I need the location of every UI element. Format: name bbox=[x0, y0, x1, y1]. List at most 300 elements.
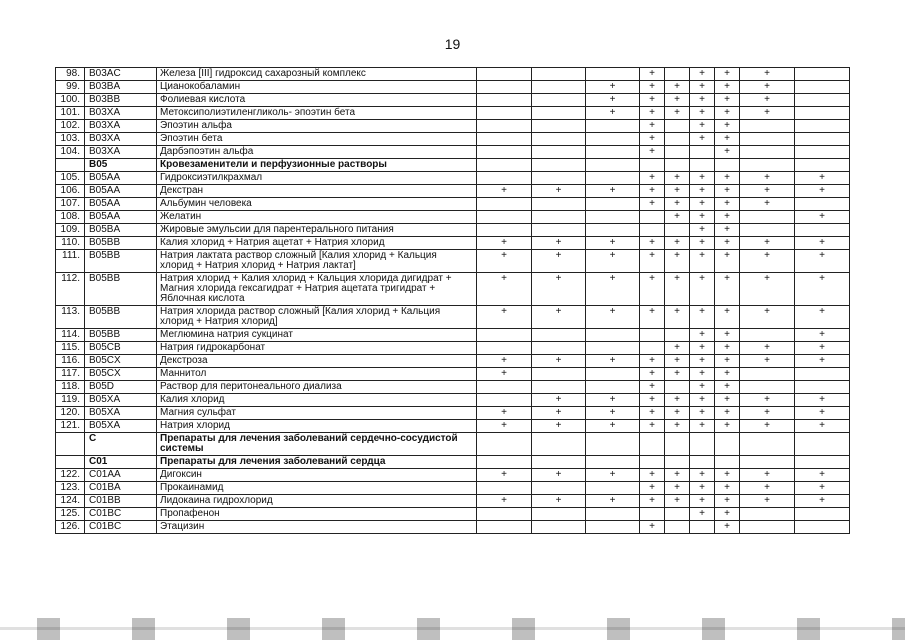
availability-mark: + bbox=[690, 355, 715, 368]
availability-mark bbox=[795, 146, 850, 159]
availability-mark bbox=[477, 433, 532, 456]
availability-mark bbox=[532, 342, 586, 355]
availability-mark bbox=[740, 211, 795, 224]
availability-mark bbox=[740, 521, 795, 534]
availability-mark: + bbox=[477, 469, 532, 482]
availability-mark bbox=[640, 211, 665, 224]
table-row bbox=[56, 68, 850, 81]
drug-name: Декстроза bbox=[157, 355, 477, 368]
availability-mark: + bbox=[665, 172, 690, 185]
scan-artifact-top bbox=[0, 0, 905, 8]
availability-mark bbox=[532, 198, 586, 211]
availability-mark bbox=[740, 133, 795, 146]
row-number: 122. bbox=[56, 469, 85, 482]
availability-mark bbox=[740, 381, 795, 394]
atc-code: B05AA bbox=[85, 198, 157, 211]
drug-name: Железа [III] гидроксид сахарозный комплекс bbox=[157, 68, 477, 81]
availability-mark: + bbox=[640, 469, 665, 482]
availability-mark: + bbox=[477, 273, 532, 306]
table-row bbox=[56, 355, 850, 368]
row-number: 117. bbox=[56, 368, 85, 381]
availability-mark bbox=[665, 146, 690, 159]
availability-mark: + bbox=[795, 306, 850, 329]
availability-mark: + bbox=[690, 107, 715, 120]
availability-mark: + bbox=[690, 237, 715, 250]
availability-mark: + bbox=[715, 420, 740, 433]
availability-mark: + bbox=[715, 198, 740, 211]
availability-mark: + bbox=[715, 81, 740, 94]
atc-code: B05BB bbox=[85, 329, 157, 342]
availability-mark: + bbox=[532, 469, 586, 482]
availability-mark bbox=[477, 482, 532, 495]
availability-mark: + bbox=[640, 368, 665, 381]
availability-mark: + bbox=[586, 306, 640, 329]
availability-mark: + bbox=[715, 482, 740, 495]
section-header-row bbox=[56, 456, 850, 469]
availability-mark bbox=[665, 133, 690, 146]
drug-name: Метоксиполиэтиленгликоль- эпоэтин бета bbox=[157, 107, 477, 120]
atc-code: B05AA bbox=[85, 172, 157, 185]
row-number: 118. bbox=[56, 381, 85, 394]
availability-mark: + bbox=[715, 133, 740, 146]
availability-mark: + bbox=[690, 211, 715, 224]
table-row bbox=[56, 224, 850, 237]
drug-name: Натрия хлорид bbox=[157, 420, 477, 433]
availability-mark: + bbox=[477, 237, 532, 250]
section-title: Кровезаменители и перфузионные растворы bbox=[157, 159, 477, 172]
availability-mark: + bbox=[690, 420, 715, 433]
row-number bbox=[56, 456, 85, 469]
drug-name: Калия хлорид bbox=[157, 394, 477, 407]
atc-code: B05CB bbox=[85, 342, 157, 355]
availability-mark bbox=[795, 120, 850, 133]
row-number: 119. bbox=[56, 394, 85, 407]
availability-mark: + bbox=[795, 250, 850, 273]
availability-mark: + bbox=[586, 355, 640, 368]
drug-name: Маннитол bbox=[157, 368, 477, 381]
availability-mark bbox=[586, 482, 640, 495]
availability-mark bbox=[795, 107, 850, 120]
availability-mark: + bbox=[586, 185, 640, 198]
availability-mark: + bbox=[690, 81, 715, 94]
availability-mark: + bbox=[690, 133, 715, 146]
availability-mark: + bbox=[795, 355, 850, 368]
drug-name: Натрия хлорида раствор сложный [Калия хлорид + Кальция хлорид + Натрия хлорид] bbox=[157, 306, 477, 329]
drug-name: Лидокаина гидрохлорид bbox=[157, 495, 477, 508]
availability-mark bbox=[795, 224, 850, 237]
availability-mark bbox=[586, 521, 640, 534]
availability-mark: + bbox=[740, 237, 795, 250]
row-number: 99. bbox=[56, 81, 85, 94]
drug-name: Дигоксин bbox=[157, 469, 477, 482]
availability-mark bbox=[477, 81, 532, 94]
availability-mark: + bbox=[715, 381, 740, 394]
row-number: 106. bbox=[56, 185, 85, 198]
availability-mark: + bbox=[640, 521, 665, 534]
availability-mark: + bbox=[715, 306, 740, 329]
atc-code: C01BA bbox=[85, 482, 157, 495]
availability-mark bbox=[795, 521, 850, 534]
availability-mark: + bbox=[795, 394, 850, 407]
table-row bbox=[56, 508, 850, 521]
availability-mark: + bbox=[640, 94, 665, 107]
availability-mark: + bbox=[690, 495, 715, 508]
availability-mark bbox=[795, 381, 850, 394]
table-row bbox=[56, 120, 850, 133]
availability-mark: + bbox=[715, 329, 740, 342]
atc-code: C01BC bbox=[85, 508, 157, 521]
availability-mark bbox=[586, 68, 640, 81]
availability-mark bbox=[665, 521, 690, 534]
atc-code: B03BB bbox=[85, 94, 157, 107]
availability-mark: + bbox=[690, 508, 715, 521]
availability-mark bbox=[665, 120, 690, 133]
availability-mark: + bbox=[665, 94, 690, 107]
availability-mark: + bbox=[665, 495, 690, 508]
availability-mark bbox=[586, 120, 640, 133]
availability-mark bbox=[640, 456, 665, 469]
availability-mark: + bbox=[640, 420, 665, 433]
availability-mark: + bbox=[690, 120, 715, 133]
availability-mark: + bbox=[715, 368, 740, 381]
availability-mark: + bbox=[715, 508, 740, 521]
availability-mark bbox=[586, 433, 640, 456]
availability-mark bbox=[586, 329, 640, 342]
availability-mark bbox=[477, 508, 532, 521]
availability-mark: + bbox=[715, 394, 740, 407]
availability-mark: + bbox=[715, 521, 740, 534]
row-number: 101. bbox=[56, 107, 85, 120]
availability-mark: + bbox=[740, 407, 795, 420]
availability-mark bbox=[640, 224, 665, 237]
availability-mark bbox=[532, 508, 586, 521]
availability-mark bbox=[740, 368, 795, 381]
availability-mark: + bbox=[740, 469, 795, 482]
availability-mark: + bbox=[690, 172, 715, 185]
availability-mark bbox=[532, 368, 586, 381]
availability-mark: + bbox=[740, 394, 795, 407]
availability-mark: + bbox=[665, 211, 690, 224]
availability-mark: + bbox=[477, 355, 532, 368]
availability-mark: + bbox=[715, 185, 740, 198]
scan-artifact-bottom bbox=[0, 618, 905, 640]
row-number: 108. bbox=[56, 211, 85, 224]
availability-mark bbox=[665, 68, 690, 81]
availability-mark: + bbox=[586, 107, 640, 120]
availability-mark bbox=[532, 146, 586, 159]
drug-name: Гидроксиэтилкрахмал bbox=[157, 172, 477, 185]
availability-mark: + bbox=[640, 68, 665, 81]
table-row bbox=[56, 368, 850, 381]
row-number: 121. bbox=[56, 420, 85, 433]
atc-code: B05BA bbox=[85, 224, 157, 237]
availability-mark bbox=[477, 107, 532, 120]
table-row bbox=[56, 146, 850, 159]
availability-mark: + bbox=[477, 306, 532, 329]
availability-mark bbox=[477, 456, 532, 469]
availability-mark: + bbox=[532, 250, 586, 273]
availability-mark: + bbox=[795, 273, 850, 306]
availability-mark bbox=[586, 224, 640, 237]
table-row bbox=[56, 273, 850, 306]
availability-mark: + bbox=[715, 407, 740, 420]
availability-mark: + bbox=[665, 469, 690, 482]
atc-code: B03XA bbox=[85, 133, 157, 146]
availability-mark bbox=[532, 224, 586, 237]
row-number: 126. bbox=[56, 521, 85, 534]
availability-mark bbox=[477, 224, 532, 237]
availability-mark: + bbox=[795, 495, 850, 508]
availability-mark bbox=[532, 107, 586, 120]
atc-code: B05 bbox=[85, 159, 157, 172]
availability-mark bbox=[690, 159, 715, 172]
availability-mark: + bbox=[586, 81, 640, 94]
row-number: 100. bbox=[56, 94, 85, 107]
availability-mark: + bbox=[532, 407, 586, 420]
availability-mark: + bbox=[477, 185, 532, 198]
availability-mark bbox=[532, 172, 586, 185]
availability-mark bbox=[640, 159, 665, 172]
availability-mark: + bbox=[715, 68, 740, 81]
availability-mark bbox=[690, 146, 715, 159]
availability-mark: + bbox=[795, 420, 850, 433]
availability-mark bbox=[665, 329, 690, 342]
availability-mark bbox=[477, 521, 532, 534]
availability-mark bbox=[795, 133, 850, 146]
availability-mark bbox=[740, 329, 795, 342]
availability-mark: + bbox=[740, 495, 795, 508]
drug-name: Натрия гидрокарбонат bbox=[157, 342, 477, 355]
availability-mark: + bbox=[740, 420, 795, 433]
table-row bbox=[56, 482, 850, 495]
availability-mark: + bbox=[795, 469, 850, 482]
availability-mark bbox=[586, 146, 640, 159]
availability-mark bbox=[532, 211, 586, 224]
availability-mark: + bbox=[690, 469, 715, 482]
availability-mark: + bbox=[640, 185, 665, 198]
availability-mark: + bbox=[740, 355, 795, 368]
availability-mark bbox=[740, 456, 795, 469]
availability-mark: + bbox=[640, 146, 665, 159]
row-number: 116. bbox=[56, 355, 85, 368]
atc-code: B05XA bbox=[85, 420, 157, 433]
availability-mark: + bbox=[690, 329, 715, 342]
drug-name: Эпоэтин бета bbox=[157, 133, 477, 146]
atc-code: B03XA bbox=[85, 107, 157, 120]
availability-mark bbox=[477, 68, 532, 81]
row-number: 104. bbox=[56, 146, 85, 159]
availability-mark bbox=[740, 508, 795, 521]
availability-mark bbox=[795, 159, 850, 172]
availability-mark bbox=[740, 433, 795, 456]
availability-mark: + bbox=[795, 211, 850, 224]
table-row bbox=[56, 329, 850, 342]
table-row bbox=[56, 107, 850, 120]
availability-mark: + bbox=[665, 407, 690, 420]
availability-mark: + bbox=[690, 273, 715, 306]
availability-mark bbox=[532, 456, 586, 469]
availability-mark bbox=[532, 329, 586, 342]
availability-mark bbox=[586, 508, 640, 521]
availability-mark: + bbox=[740, 306, 795, 329]
availability-mark: + bbox=[477, 420, 532, 433]
availability-mark: + bbox=[690, 482, 715, 495]
availability-mark: + bbox=[586, 407, 640, 420]
availability-mark: + bbox=[640, 306, 665, 329]
atc-code: C01BC bbox=[85, 521, 157, 534]
table-row bbox=[56, 211, 850, 224]
availability-mark: + bbox=[795, 237, 850, 250]
drug-name: Прокаинамид bbox=[157, 482, 477, 495]
table-row bbox=[56, 198, 850, 211]
availability-mark: + bbox=[586, 495, 640, 508]
availability-mark bbox=[477, 342, 532, 355]
row-number: 124. bbox=[56, 495, 85, 508]
availability-mark: + bbox=[586, 237, 640, 250]
availability-mark: + bbox=[640, 355, 665, 368]
availability-mark: + bbox=[715, 495, 740, 508]
section-title: Препараты для лечения заболеваний сердечно-сосудистой системы bbox=[157, 433, 477, 456]
availability-mark: + bbox=[740, 68, 795, 81]
atc-code: B03XA bbox=[85, 146, 157, 159]
availability-mark bbox=[640, 342, 665, 355]
availability-mark bbox=[586, 342, 640, 355]
availability-mark bbox=[532, 433, 586, 456]
availability-mark: + bbox=[665, 342, 690, 355]
availability-mark bbox=[477, 329, 532, 342]
availability-mark: + bbox=[715, 94, 740, 107]
availability-mark: + bbox=[715, 469, 740, 482]
atc-code: C bbox=[85, 433, 157, 456]
availability-mark bbox=[795, 198, 850, 211]
availability-mark bbox=[665, 159, 690, 172]
availability-mark: + bbox=[740, 198, 795, 211]
drug-name: Натрия хлорид + Калия хлорид + Кальция хлорида дигидрат + Магния хлорида гексагидрат + Натрия ацетата тригидрат + Яблочная кислота bbox=[157, 273, 477, 306]
row-number bbox=[56, 433, 85, 456]
availability-mark: + bbox=[586, 94, 640, 107]
availability-mark: + bbox=[690, 198, 715, 211]
atc-code: B05XA bbox=[85, 394, 157, 407]
drug-name: Эпоэтин альфа bbox=[157, 120, 477, 133]
drug-name: Дарбэпоэтин альфа bbox=[157, 146, 477, 159]
availability-mark: + bbox=[665, 306, 690, 329]
availability-mark bbox=[740, 159, 795, 172]
availability-mark: + bbox=[665, 273, 690, 306]
availability-mark: + bbox=[740, 273, 795, 306]
availability-mark: + bbox=[532, 185, 586, 198]
availability-mark bbox=[477, 159, 532, 172]
atc-code: B05D bbox=[85, 381, 157, 394]
atc-code: B05BB bbox=[85, 237, 157, 250]
availability-mark: + bbox=[586, 469, 640, 482]
drug-name: Альбумин человека bbox=[157, 198, 477, 211]
row-number: 110. bbox=[56, 237, 85, 250]
atc-code: B03BA bbox=[85, 81, 157, 94]
availability-mark bbox=[477, 146, 532, 159]
availability-mark: + bbox=[740, 250, 795, 273]
availability-mark: + bbox=[640, 273, 665, 306]
availability-mark: + bbox=[640, 81, 665, 94]
availability-mark: + bbox=[640, 407, 665, 420]
row-number: 102. bbox=[56, 120, 85, 133]
table-row bbox=[56, 306, 850, 329]
availability-mark: + bbox=[532, 394, 586, 407]
availability-mark: + bbox=[665, 81, 690, 94]
availability-mark bbox=[586, 198, 640, 211]
table-row bbox=[56, 237, 850, 250]
drug-name: Цианокобаламин bbox=[157, 81, 477, 94]
atc-code: B05AA bbox=[85, 211, 157, 224]
availability-mark: + bbox=[740, 482, 795, 495]
availability-mark: + bbox=[740, 94, 795, 107]
atc-code: C01AA bbox=[85, 469, 157, 482]
table-row bbox=[56, 469, 850, 482]
availability-mark: + bbox=[795, 185, 850, 198]
availability-mark: + bbox=[795, 172, 850, 185]
availability-mark: + bbox=[640, 394, 665, 407]
drug-name: Жировые эмульсии для парентерального питания bbox=[157, 224, 477, 237]
availability-mark: + bbox=[740, 342, 795, 355]
availability-mark: + bbox=[665, 394, 690, 407]
availability-mark bbox=[795, 433, 850, 456]
row-number: 105. bbox=[56, 172, 85, 185]
drug-name: Магния сульфат bbox=[157, 407, 477, 420]
availability-mark: + bbox=[795, 329, 850, 342]
availability-mark: + bbox=[532, 306, 586, 329]
availability-mark: + bbox=[640, 495, 665, 508]
availability-mark: + bbox=[640, 133, 665, 146]
availability-mark: + bbox=[532, 495, 586, 508]
availability-mark bbox=[532, 68, 586, 81]
availability-mark bbox=[477, 94, 532, 107]
drug-name: Меглюмина натрия сукцинат bbox=[157, 329, 477, 342]
availability-mark: + bbox=[715, 172, 740, 185]
section-title: Препараты для лечения заболеваний сердца bbox=[157, 456, 477, 469]
availability-mark: + bbox=[665, 198, 690, 211]
row-number: 125. bbox=[56, 508, 85, 521]
availability-mark bbox=[532, 521, 586, 534]
row-number: 107. bbox=[56, 198, 85, 211]
availability-mark: + bbox=[665, 107, 690, 120]
atc-code: C01 bbox=[85, 456, 157, 469]
row-number: 113. bbox=[56, 306, 85, 329]
table-body bbox=[56, 68, 850, 534]
availability-mark: + bbox=[715, 107, 740, 120]
availability-mark: + bbox=[665, 250, 690, 273]
availability-mark bbox=[715, 433, 740, 456]
availability-mark: + bbox=[586, 250, 640, 273]
drug-name: Раствор для перитонеального диализа bbox=[157, 381, 477, 394]
drug-name: Пропафенон bbox=[157, 508, 477, 521]
availability-mark: + bbox=[690, 94, 715, 107]
availability-mark: + bbox=[477, 407, 532, 420]
availability-mark bbox=[690, 521, 715, 534]
table-row bbox=[56, 521, 850, 534]
availability-mark: + bbox=[532, 355, 586, 368]
availability-mark bbox=[532, 159, 586, 172]
availability-mark: + bbox=[665, 237, 690, 250]
availability-mark bbox=[715, 456, 740, 469]
availability-mark bbox=[532, 94, 586, 107]
availability-mark bbox=[586, 368, 640, 381]
availability-mark bbox=[477, 198, 532, 211]
row-number: 111. bbox=[56, 250, 85, 273]
availability-mark bbox=[640, 508, 665, 521]
availability-mark bbox=[665, 381, 690, 394]
atc-code: C01BB bbox=[85, 495, 157, 508]
availability-mark bbox=[532, 120, 586, 133]
availability-mark bbox=[532, 81, 586, 94]
